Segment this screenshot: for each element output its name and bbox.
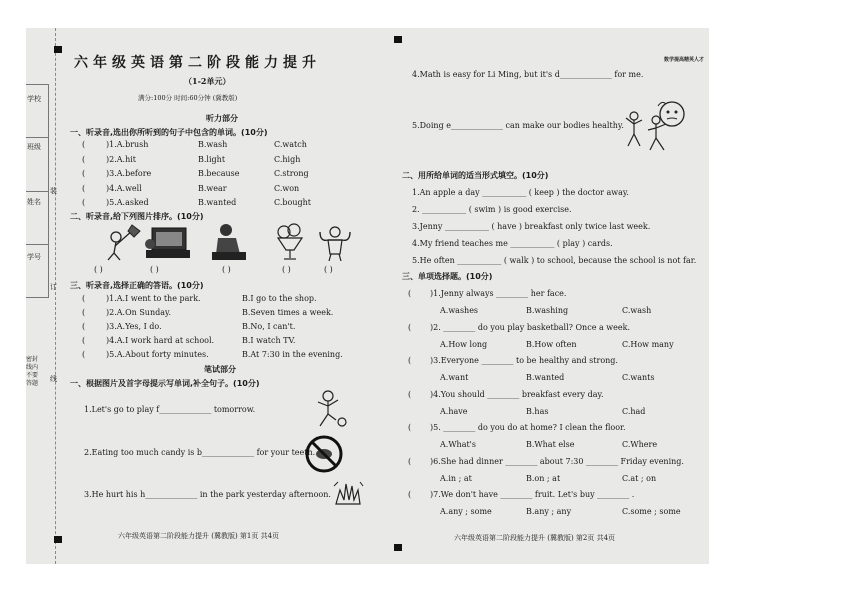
answer-bracket[interactable]: ( xyxy=(408,490,412,499)
answer-bracket[interactable]: ( xyxy=(82,308,86,317)
option-b: B.How often xyxy=(526,339,577,349)
seal-warning: 密封线内不要答题 xyxy=(26,356,39,387)
option-a: A.How long xyxy=(440,339,488,349)
school-label: 学校 xyxy=(27,95,41,103)
registration-mark xyxy=(394,544,402,551)
option-a: )2.A.hit xyxy=(106,154,136,164)
option-b: B.Seven times a week. xyxy=(242,308,334,317)
option-b: B.wear xyxy=(198,183,227,193)
question-text: )4.You should ________ breakfast every day. xyxy=(430,389,604,399)
order-blank[interactable]: ( ) xyxy=(150,265,159,274)
option-c: C.at ; on xyxy=(622,473,657,483)
option-a: A.want xyxy=(440,373,469,382)
grammar-q3-heading: 三、单项选择题。(10分) xyxy=(402,272,493,281)
exam-meta: 满分:100分 时间:60分钟 (冀教版) xyxy=(138,94,238,102)
option-a: A.have xyxy=(440,406,468,416)
option-a: )1.A.brush xyxy=(106,140,149,149)
answer-bracket[interactable]: ( xyxy=(82,294,86,303)
football-player-picture xyxy=(312,388,348,430)
seal-char: 装 xyxy=(50,187,57,195)
watching-tv-picture xyxy=(142,224,192,262)
listening-heading: 听力部分 xyxy=(206,114,238,123)
question-text: )1.Jenny always ________ her face. xyxy=(430,289,567,298)
option-a: )5.A.asked xyxy=(106,198,149,207)
fill-word-item: 3.He hurt his h_____________ in the park yesterday afternoon. xyxy=(84,490,331,499)
grammar-q2-heading: 二、用所给单词的适当形式填空。(10分) xyxy=(402,171,549,180)
question-text: )6.She had dinner ________ about 7:30 ________ Friday evening. xyxy=(430,456,684,466)
option-b: B.on ; at xyxy=(526,473,561,483)
option-c: C.high xyxy=(274,154,301,164)
option-a: )5.A.About forty minutes. xyxy=(106,350,209,359)
name-label: 姓名 xyxy=(27,198,41,206)
option-b: B.light xyxy=(198,154,226,164)
registration-mark xyxy=(394,36,402,43)
verb-form-item: 3.Jenny ___________ ( have ) breakfast only twice last week. xyxy=(412,222,651,231)
option-c: C.won xyxy=(274,183,300,193)
binding-divider xyxy=(26,191,48,192)
answer-bracket[interactable]: ( xyxy=(82,350,86,359)
no-candy-sign-picture xyxy=(304,434,344,474)
strong-man-picture xyxy=(316,222,354,262)
answer-bracket[interactable]: ( xyxy=(82,336,86,345)
binding-divider xyxy=(26,297,48,298)
order-blank[interactable]: ( ) xyxy=(94,265,103,274)
binding-divider xyxy=(26,244,48,245)
seal-line xyxy=(55,28,56,564)
studying-picture xyxy=(210,222,248,262)
option-c: C.wash xyxy=(622,306,652,315)
page2-footer: 六年级英语第二阶段能力提升 (冀教版) 第2页 共4页 xyxy=(454,534,616,542)
class-label: 班级 xyxy=(27,143,41,151)
option-a: )1.A.I went to the park. xyxy=(106,294,201,303)
answer-bracket[interactable]: ( xyxy=(82,183,86,193)
ice-cream-picture xyxy=(274,222,306,262)
option-c: C.How many xyxy=(622,339,674,349)
registration-mark xyxy=(54,46,62,53)
question-text: )2. ________ do you play basketball? Once a week. xyxy=(430,322,630,332)
answer-bracket[interactable]: ( xyxy=(82,140,86,149)
registration-mark xyxy=(54,536,62,543)
answer-bracket[interactable]: ( xyxy=(82,169,86,178)
page1-footer: 六年级英语第二阶段能力提升 (冀教版) 第1页 共4页 xyxy=(118,532,280,540)
option-b: B.wash xyxy=(198,140,228,149)
option-c: C.wants xyxy=(622,373,655,382)
answer-bracket[interactable]: ( xyxy=(82,198,86,207)
binding-divider xyxy=(26,84,48,85)
binding-divider xyxy=(26,137,48,138)
option-b: B.washing xyxy=(526,306,569,315)
option-c: C.had xyxy=(622,406,646,416)
verb-form-item: 4.My friend teaches me ___________ ( play ) cards. xyxy=(412,239,613,248)
option-a: A.What's xyxy=(440,440,476,449)
option-c: C.bought xyxy=(274,198,311,207)
question-text: )7.We don't have ________ fruit. Let's buy ________ . xyxy=(430,490,635,499)
student-id-label: 学号 xyxy=(27,253,41,261)
listening-q2-heading: 二、听录音,给下列图片排序。(10分) xyxy=(70,212,204,221)
verb-form-item: 2. ___________ ( swim ) is good exercise. xyxy=(412,205,572,214)
answer-bracket[interactable]: ( xyxy=(408,423,412,432)
option-b: B.any ; any xyxy=(526,507,572,516)
option-a: A.washes xyxy=(440,306,479,315)
brand-mark: 数学提高精英人才 xyxy=(664,57,705,63)
option-a: A.any ; some xyxy=(440,507,492,516)
binding-info-column xyxy=(26,84,49,298)
order-blank[interactable]: ( ) xyxy=(222,265,231,274)
fill-word-item: 1.Let's go to play f_____________ tomorrow. xyxy=(84,405,256,414)
listening-q1-heading: 一、听录音,选出你所听到的句子中包含的单词。(10分) xyxy=(70,128,268,137)
order-blank[interactable]: ( ) xyxy=(324,265,333,274)
seal-char: 线 xyxy=(50,375,57,383)
option-a: A.in ; at xyxy=(440,473,472,483)
answer-bracket[interactable]: ( xyxy=(408,456,412,466)
verb-form-item: 1.An apple a day ___________ ( keep ) the doctor away. xyxy=(412,188,629,197)
writing-q1-heading: 一、根据图片及首字母提示写单词,补全句子。(10分) xyxy=(70,379,260,388)
option-c: C.watch xyxy=(274,140,307,149)
answer-bracket[interactable]: ( xyxy=(408,389,412,399)
kite-runner-picture xyxy=(102,223,144,261)
fill-word-item: 5.Doing e_____________ can make our bodies healthy. xyxy=(412,121,624,130)
option-a: )3.A.before xyxy=(106,169,152,178)
option-a: )3.A.Yes, I do. xyxy=(106,322,162,331)
verb-form-item: 5.He often ___________ ( walk ) to school, because the school is not far. xyxy=(412,256,697,265)
option-b: B.No, I can't. xyxy=(242,322,296,331)
option-a: )4.A.I work hard at school. xyxy=(106,336,215,345)
answer-bracket[interactable]: ( xyxy=(408,322,412,332)
option-b: B.wanted xyxy=(526,373,565,382)
answer-bracket[interactable]: ( xyxy=(82,154,86,164)
option-b: B.has xyxy=(526,406,549,416)
answer-bracket[interactable]: ( xyxy=(82,322,86,331)
question-text: )3.Everyone ________ to be healthy and strong. xyxy=(430,356,618,365)
hurt-hand-picture xyxy=(330,478,366,508)
option-c: C.some ; some xyxy=(622,507,681,516)
writing-heading: 笔试部分 xyxy=(204,365,236,374)
option-b: B.What else xyxy=(526,440,575,449)
exercise-picture xyxy=(622,108,672,154)
option-b: B.At 7:30 in the evening. xyxy=(242,350,343,359)
option-b: B.I go to the shop. xyxy=(242,294,317,303)
question-text: )5. ________ do you do at home? I clean the floor. xyxy=(430,423,626,432)
answer-bracket[interactable]: ( xyxy=(408,289,412,298)
page-subtitle: （1-2单元） xyxy=(184,76,231,86)
seal-char: 订 xyxy=(50,283,57,291)
order-blank[interactable]: ( ) xyxy=(282,265,291,274)
option-c: C.strong xyxy=(274,169,309,178)
option-b: B.wanted xyxy=(198,198,237,207)
option-a: )2.A.On Sunday. xyxy=(106,308,172,317)
answer-bracket[interactable]: ( xyxy=(408,356,412,365)
fill-word-item: 2.Eating too much candy is b_____________ for your teeth. xyxy=(84,448,316,457)
option-c: C.Where xyxy=(622,440,658,449)
option-a: )4.A.well xyxy=(106,183,142,193)
option-b: B.I watch TV. xyxy=(242,336,296,345)
exam-paper xyxy=(26,28,709,564)
listening-q3-heading: 三、听录音,选择正确的答语。(10分) xyxy=(70,281,204,290)
fill-word-item: 4.Math is easy for Li Ming, but it's d_____________ for me. xyxy=(412,70,644,79)
option-b: B.because xyxy=(198,169,240,178)
page-title: 六年级英语第二阶段能力提升 xyxy=(74,55,321,71)
